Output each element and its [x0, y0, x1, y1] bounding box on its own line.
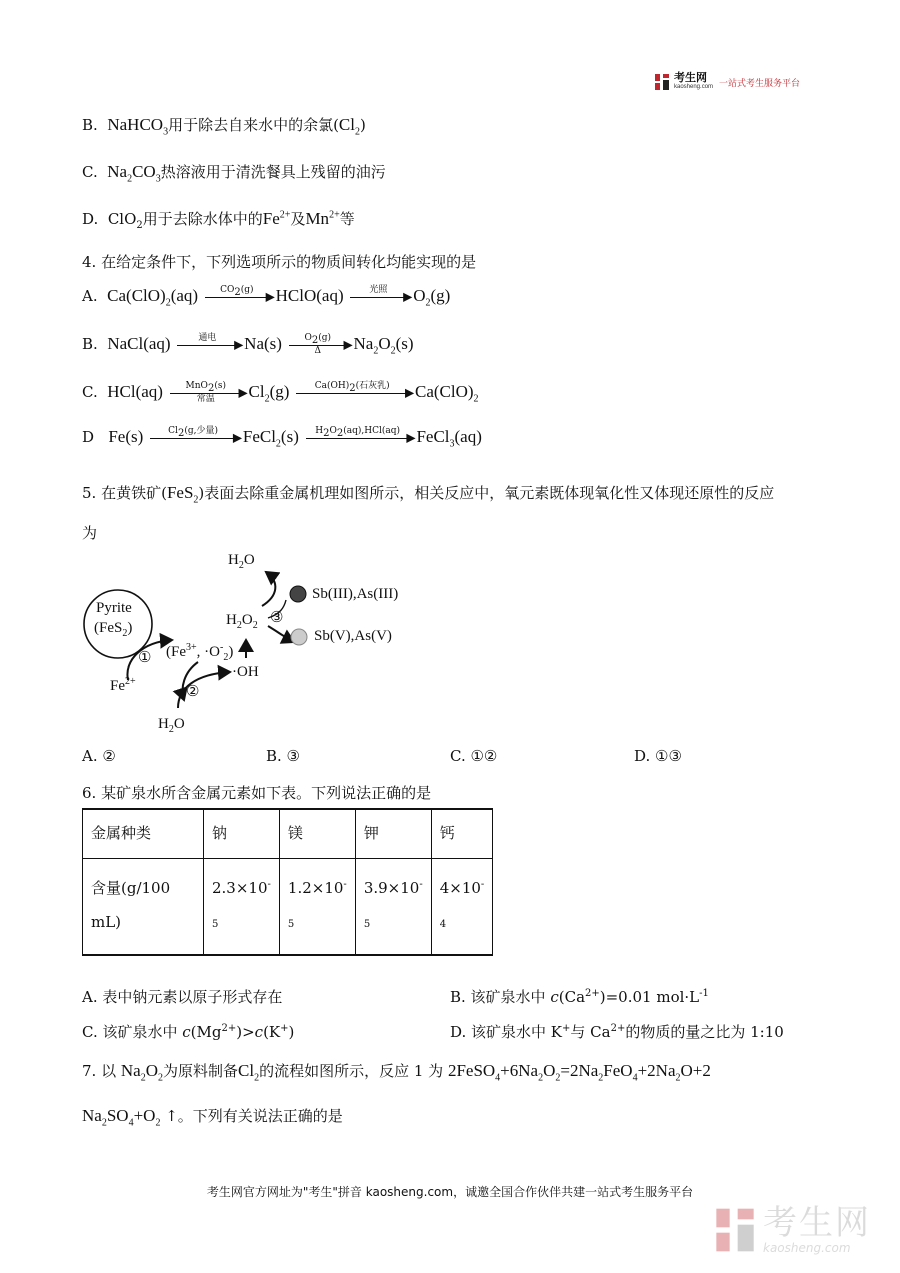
- q4-stem: 4. 在给定条件下，下列选项所示的物质间转化均能实现的是: [82, 253, 477, 271]
- q4-option-b: B. NaCl(aq) 通电 ▶ Na(s) $O_2(g)$ ▶ Δ $Na_2O_2(s)$: [82, 333, 414, 357]
- sb-v-label: Sb(V),As(V): [314, 628, 392, 644]
- pyrite-formula: (FeS$_2$): [94, 620, 133, 639]
- oh-label: ·OH: [232, 664, 259, 680]
- table-header-cell: 钾: [355, 809, 431, 859]
- q6-option-d[interactable]: D. 该矿泉水中 K+与 $Ca^{2+}$的物质的量之比为 1:10: [450, 1023, 784, 1041]
- watermark-logo-icon: [713, 1206, 757, 1254]
- fe2-label: $Fe^{2+}$: [110, 676, 136, 694]
- table-cell: 3.9×10- 5: [355, 859, 431, 956]
- q5-option-b[interactable]: B. ③: [266, 747, 301, 765]
- reaction-arrow: $Ca(OH)_2$(石灰乳) ▶: [296, 381, 408, 405]
- table-row: [83, 859, 493, 956]
- watermark-subtext: kaosheng.com: [763, 1241, 851, 1255]
- q5-option-a[interactable]: A. ②: [82, 747, 116, 765]
- table-header-row: [83, 809, 493, 859]
- q3-option-b: B. NaHCO$_3$用于除去自来水中的余氯$(Cl_2)$: [82, 115, 366, 138]
- page-footer: 考生网官方网址为"考生"拼音 kaosheng.com，诚邀全国合作伙伴共建一站式考生服务平台: [206, 1185, 694, 1199]
- watermark-text: 考生网: [763, 1203, 871, 1243]
- q7-stem-line1: 7. 以 $Na_2O_2$为原料制备$Cl_2$的流程如图所示，反应 1 为 $2FeSO_4+6Na_2O_2=2Na_2FeO_4+2Na_2O+2$: [82, 1061, 711, 1084]
- reaction-arrow: 光照 ▶: [350, 285, 406, 309]
- q3-option-d: D. ClO$_2$用于去除水体中的$Fe^{2+}$及$Mn^{2+}$等: [82, 209, 355, 231]
- q5-option-d[interactable]: D. ①③: [634, 747, 682, 765]
- h2o-top-label: $H_2O$: [228, 552, 255, 571]
- q4-option-a: A. $Ca(ClO)_2(aq)$ $CO_2(g)$ ▶ HClO(aq) 光照 ▶ $O_2(g)$: [82, 285, 451, 309]
- metal-content-table: [82, 808, 493, 956]
- q3-option-c: C. $Na_2CO_3$热溶液用于清洗餐具上残留的油污: [82, 162, 386, 185]
- gas-arrow: ↑: [165, 1107, 178, 1125]
- header-slogan: 一站式考生服务平台: [719, 77, 801, 88]
- step2-marker: ②: [186, 684, 200, 700]
- q6-option-c[interactable]: C. 该矿泉水中 $c(Mg^{2+})>c(K^+)$: [82, 1023, 295, 1041]
- h2o2-label: $H_2O_2$: [226, 612, 258, 631]
- logo-text: 考生网: [674, 72, 707, 84]
- step3-marker: ③: [270, 610, 284, 626]
- kaosheng-logo-icon: [654, 73, 670, 91]
- q7-stem-line2: $Na_2SO_4+O_2$ ↑。下列有关说法正确的是: [82, 1106, 343, 1129]
- pyrite-label: Pyrite: [96, 600, 132, 616]
- step3-curve-b: [268, 626, 294, 642]
- fe3-o2-label: ($Fe^{3+}$, $\cdot O^-_2$): [166, 642, 234, 663]
- table-header-cell: 钠: [204, 809, 280, 859]
- sb-iii-ball: [290, 586, 306, 602]
- reaction-arrow: $Cl_2(g$,少量) ▶: [150, 426, 236, 450]
- table-row-label: 含量(g/100 mL): [83, 859, 204, 956]
- reaction-arrow: $CO_2(g)$ ▶: [205, 285, 269, 309]
- watermark: [713, 1205, 871, 1255]
- reaction-arrow: $H_2O_2(aq),HCl(aq)$ ▶: [306, 426, 410, 450]
- step1-marker: ①: [138, 650, 152, 666]
- table-header-cell: 金属种类: [83, 809, 204, 859]
- q4-option-d: D Fe(s) $Cl_2(g$,少量) ▶ FeCl$_2$(s) $H_2O_2(aq),HCl(aq)$ ▶ FeCl$_3$(aq): [82, 426, 482, 450]
- reaction-arrow: $O_2(g)$ ▶ Δ: [289, 333, 347, 357]
- reaction-arrow: MnO$_2$(s) ▶ 常温: [170, 381, 242, 405]
- logo-subtext: kaosheng.com: [674, 84, 714, 90]
- q5-stem-cont: 为: [82, 524, 98, 542]
- q6-stem: 6. 某矿泉水所含金属元素如下表。下列说法正确的是: [82, 784, 432, 802]
- table-header-cell: 镁: [279, 809, 355, 859]
- table-cell: 2.3×10- 5: [204, 859, 280, 956]
- sb-v-ball: [291, 629, 307, 645]
- q6-option-b[interactable]: B. 该矿泉水中 $c(Ca^{2+})=0.01$ $mol\cdot L^{-1}$: [450, 988, 709, 1006]
- reaction-arrow: 通电 ▶: [177, 333, 237, 357]
- table-header-cell: 钙: [431, 809, 493, 859]
- h2o-bottom-label: $H_2O$: [158, 716, 185, 735]
- q4-option-c: C. HCl(aq) MnO$_2$(s) ▶ 常温 $Cl_2(g)$ $Ca(OH)_2$(石灰乳) ▶ $Ca(ClO)_2$: [82, 381, 479, 405]
- table-cell: 1.2×10- 5: [279, 859, 355, 956]
- table-cell: 4×10- 4: [431, 859, 493, 956]
- q6-option-a[interactable]: A. 表中钠元素以原子形式存在: [82, 988, 283, 1006]
- q5-stem: 5. 在黄铁矿(FeS$_2$)表面去除重金属机理如图所示，相关反应中，氧元素既体现氧化性又体现还原性的反应: [82, 483, 775, 506]
- h2o2-to-h2o-arrow: [262, 572, 275, 606]
- q5-option-c[interactable]: C. ①②: [450, 747, 498, 765]
- sb-iii-label: Sb(III),As(III): [312, 586, 399, 602]
- header-logo: [654, 73, 800, 91]
